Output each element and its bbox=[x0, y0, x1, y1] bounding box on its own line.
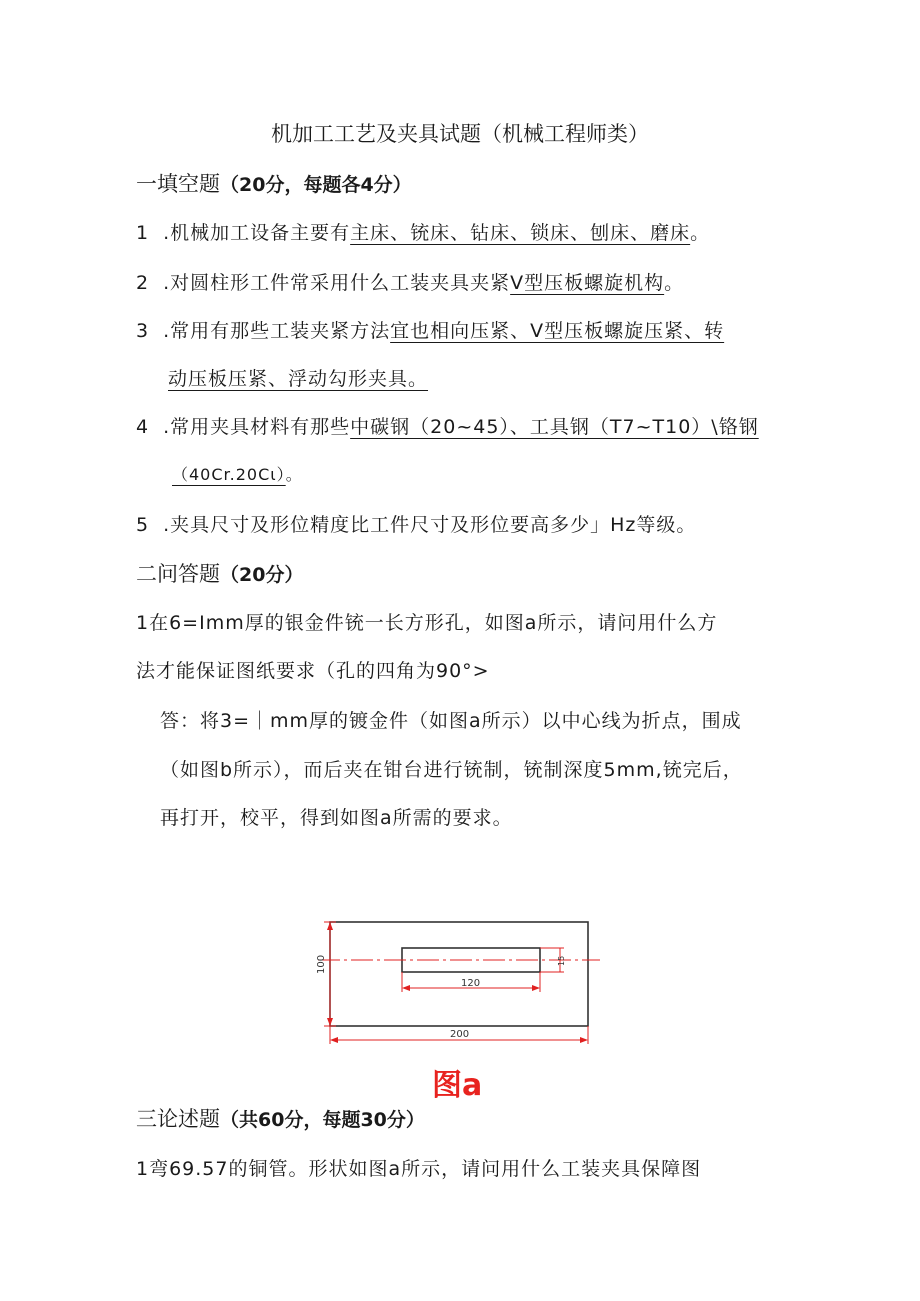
slot-length-arrow-left bbox=[402, 985, 410, 991]
section1-heading-score: （20分，每题各4分） bbox=[220, 174, 412, 196]
section2-heading-score: （20分） bbox=[220, 564, 304, 586]
width-dimension-label: 200 bbox=[450, 1029, 470, 1040]
fill-item-answer-continued: 动压板压紧、浮动勾形夹具。 bbox=[168, 368, 429, 390]
qa-answer-line-1: 答：将3=｜mm厚的镀金件（如图a所示）以中心线为折点，围成 bbox=[160, 710, 742, 732]
fill-item-4-continued bbox=[172, 462, 303, 485]
outer-plate-outline bbox=[330, 922, 588, 1026]
fill-item-question: .机械加工设备主要有 bbox=[163, 222, 351, 244]
width-arrow-right bbox=[580, 1037, 588, 1043]
fill-item-3 bbox=[136, 316, 724, 343]
width-arrow-left bbox=[330, 1037, 338, 1043]
section2-heading bbox=[136, 558, 303, 588]
section2-heading-text: 二问答题 bbox=[136, 562, 220, 586]
qa-question-line-1: 1在6=Imm厚的银金件铳一长方形孔，如图a所示，请问用什么方 bbox=[136, 612, 718, 634]
fill-item-answer: 主床、铳床、钻床、锁床、刨床、磨床 bbox=[350, 222, 691, 244]
slot-width-label: 15 bbox=[557, 955, 566, 966]
fill-item-answer: V型压板螺旋机构 bbox=[510, 272, 665, 294]
fill-item-tail: 。 bbox=[690, 222, 711, 244]
fill-item-5 bbox=[136, 510, 696, 537]
height-arrow-top bbox=[327, 922, 333, 930]
section1-heading-text: 一填空题 bbox=[136, 172, 220, 196]
fill-item-answer: 宜也相向压紧、V型压板螺旋压紧、转 bbox=[390, 320, 725, 342]
height-arrow-bottom bbox=[327, 1018, 333, 1026]
fill-item-question: .常用有那些工装夹紧方法 bbox=[163, 320, 391, 342]
qa-answer-line-2: （如图b所示），而后夹在钳台进行铳制，铳制深度5mm,铳完后， bbox=[160, 759, 743, 781]
fill-item-answer: 中碳钢（20~45）、工具钢（T7~T10）\铬钢 bbox=[350, 416, 759, 438]
qa-answer-line-3: 再打开，校平，得到如图a所需的要求。 bbox=[160, 807, 513, 829]
slot-length-arrow-right bbox=[532, 985, 540, 991]
figure-a-drawing bbox=[318, 912, 608, 1057]
fill-item-number: 5 bbox=[136, 514, 150, 536]
fill-item-number: 3 bbox=[136, 320, 150, 342]
essay-question-line-1: 1弯69.57的铜管。形状如图a所示，请问用什么工装夹具保障图 bbox=[136, 1158, 702, 1180]
qa-question-line-2: 法才能保证图纸要求（孔的四角为90°> bbox=[136, 660, 490, 682]
fill-item-question: .常用夹具材料有那些 bbox=[163, 416, 351, 438]
slot-length-label: 120 bbox=[461, 978, 481, 989]
section3-heading bbox=[136, 1103, 425, 1133]
fill-item-number: 2 bbox=[136, 272, 150, 294]
height-dimension-label: 100 bbox=[316, 954, 327, 974]
fill-item-1 bbox=[136, 218, 710, 245]
fill-item-answer-continued: （40Cr.20Cι） bbox=[172, 465, 286, 484]
fill-item-number: 4 bbox=[136, 416, 150, 438]
fill-item-tail: 。 bbox=[285, 465, 303, 484]
fill-item-3-continued bbox=[168, 364, 428, 391]
section3-heading-score: （共60分，每题30分） bbox=[220, 1109, 425, 1131]
fill-item-2 bbox=[136, 268, 684, 295]
fill-item-4 bbox=[136, 412, 759, 439]
section1-heading bbox=[136, 168, 412, 198]
fill-item-question: .对圆柱形工件常采用什么工装夹具夹紧 bbox=[163, 272, 511, 294]
fill-item-question: .夹具尺寸及形位精度比工件尺寸及形位要高多少」Hz等级。 bbox=[163, 514, 697, 536]
figure-a-caption: 图a bbox=[432, 1068, 483, 1103]
document-title: 机加工工艺及夹具试题（机械工程师类） bbox=[271, 122, 649, 146]
section3-heading-text: 三论述题 bbox=[136, 1107, 220, 1131]
fill-item-tail: 。 bbox=[664, 272, 685, 294]
fill-item-number: 1 bbox=[136, 222, 150, 244]
